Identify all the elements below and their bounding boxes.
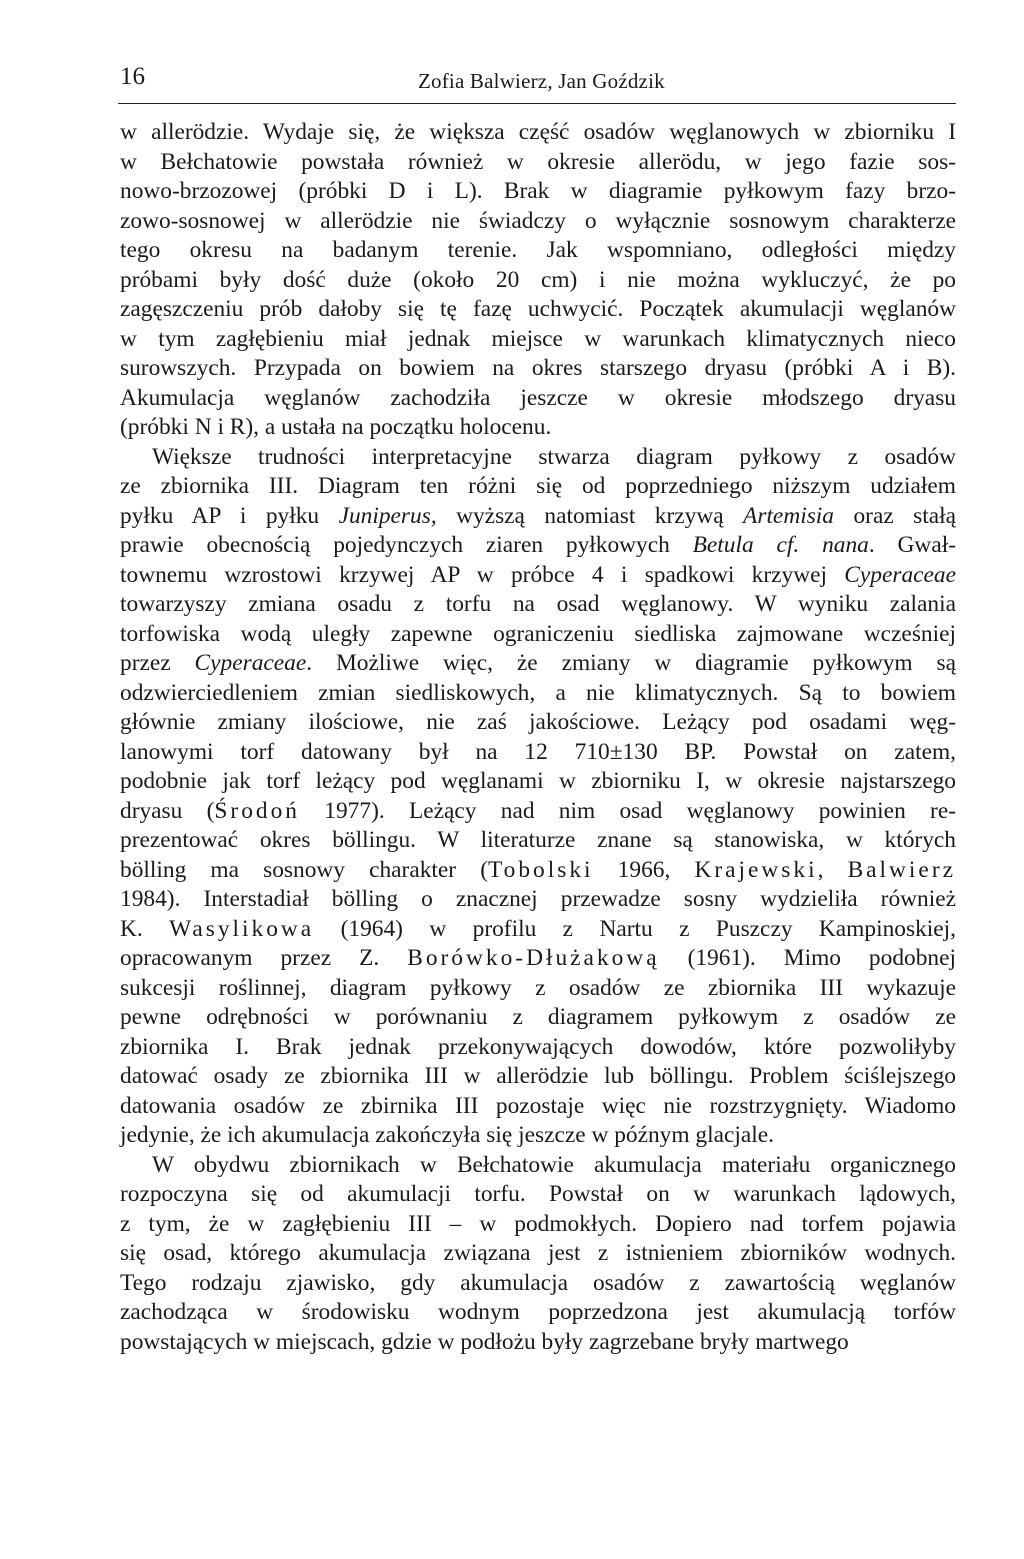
text-line: datować osady ze zbiornika III w allerödzie lub böllingu. Problem ściślejszego xyxy=(120,1063,956,1089)
text-line: Tego rodzaju zjawisko, gdy akumulacja osadów z zawartością węglanów xyxy=(120,1269,956,1296)
text-line: podobnie jak torf leżący pod węglanami w zbiorniku I, w okresie najstarszego xyxy=(120,768,956,794)
page-number: 16 xyxy=(120,63,145,90)
text-line: zowo-sosnowej w allerödzie nie świadczy o wyłącznie sosnowym charakterze xyxy=(120,207,956,234)
paragraph xyxy=(120,1151,956,1358)
text-line: prezentować okres böllingu. W literaturze znane są stanowiska, w których xyxy=(120,827,956,853)
text-line: tego okresu na badanym terenie. Jak wspomniano, odległości między xyxy=(120,237,956,263)
text-line: z tym, że w zagłębieniu III – w podmokłych. Dopiero nad torfem pojawia xyxy=(120,1210,956,1237)
text-line: w tym zagłębieniu miał jednak miejsce w warunkach klimatycznych nieco xyxy=(120,325,956,352)
paragraph xyxy=(120,118,956,443)
text-line: opracowanym przez Z. Borówko-Dłużakową (1961). Mimo podobnej xyxy=(120,945,956,971)
text-line: bölling ma sosnowy charakter (Tobolski 1966, Krajewski, Balwierz xyxy=(120,856,956,883)
text-line: ze zbiornika III. Diagram ten różni się od poprzedniego niższym udziałem xyxy=(120,473,956,499)
text-line: townemu wzrostowi krzywej AP w próbce 4 i spadkowi krzywej Cyperaceae xyxy=(120,561,956,588)
running-head: Zofia Balwierz, Jan Goździk xyxy=(418,69,665,93)
text-line: (próbki N i R), a ustała na początku holocenu. xyxy=(120,414,552,440)
text-line: W obydwu zbiornikach w Bełchatowie akumulacja materiału organicznego xyxy=(152,1151,956,1178)
text-line: przez Cyperaceae. Możliwe więc, że zmiany w diagramie pyłkowym są xyxy=(120,650,956,676)
text-line: powstających w miejscach, gdzie w podłożu były zagrzebane bryły martwego xyxy=(120,1328,849,1355)
text-line: zbiornika I. Brak jednak przekonywających dowodów, które pozwoliłyby xyxy=(120,1033,956,1060)
text-line: pewne odrębności w porównaniu z diagramem pyłkowym z osadów ze xyxy=(120,1004,956,1030)
body-text xyxy=(120,118,956,1357)
text-line: zagęszczeniu prób dałoby się tę fazę uchwycić. Początek akumulacji węglanów xyxy=(120,296,956,322)
text-line: datowania osadów ze zbirnika III pozostaje więc nie rozstrzygnięty. Wiadomo xyxy=(120,1092,956,1119)
text-line: próbami były dość duże (około 20 cm) i nie można wykluczyć, że po xyxy=(120,266,956,293)
text-line: nowo-brzozowej (próbki D i L). Brak w diagramie pyłkowym fazy brzo- xyxy=(120,178,956,204)
text-line: torfowiska wodą uległy zapewne ograniczeniu siedliska zajmowane wcześniej xyxy=(120,620,956,647)
text-line: 1984). Interstadiał bölling o znacznej przewadze sosny wydzieliła również xyxy=(120,886,956,912)
text-line: K. Wasylikowa (1964) w profilu z Nartu z Puszczy Kampinoskiej, xyxy=(120,915,956,942)
text-line: się osad, którego akumulacja związana jest z istnieniem zbiorników wodnych. xyxy=(120,1240,956,1266)
text-line: rozpoczyna się od akumulacji torfu. Powstał on w warunkach lądowych, xyxy=(120,1181,956,1207)
text-line: dryasu (Środoń 1977). Leżący nad nim osad węglanowy powinien re- xyxy=(120,797,956,824)
text-line: głównie zmiany ilościowe, nie zaś jakościowe. Leżący pod osadami węg- xyxy=(120,709,956,735)
header-divider xyxy=(118,103,956,104)
text-line: sukcesji roślinnej, diagram pyłkowy z osadów ze zbiornika III wykazuje xyxy=(120,974,956,1001)
text-line: lanowymi torf datowany był na 12 710±130 BP. Powstał on zatem, xyxy=(120,738,956,765)
text-line: Akumulacja węglanów zachodziła jeszcze w okresie młodszego dryasu xyxy=(120,384,956,411)
text-line: pyłku AP i pyłku Juniperus, wyższą natomiast krzywą Artemisia oraz stałą xyxy=(120,502,957,529)
text-line: Większe trudności interpretacyjne stwarza diagram pyłkowy z osadów xyxy=(152,443,956,470)
text-line: zachodząca w środowisku wodnym poprzedzona jest akumulacją torfów xyxy=(120,1299,956,1325)
text-line: towarzyszy zmiana osadu z torfu na osad węglanowy. W wyniku zalania xyxy=(120,591,956,617)
text-line: jedynie, że ich akumulacja zakończyła się jeszcze w późnym glacjale. xyxy=(120,1122,774,1148)
text-line: odzwierciedleniem zmian siedliskowych, a nie klimatycznych. Są to bowiem xyxy=(120,679,956,706)
text-line: w Bełchatowie powstała również w okresie allerödu, w jego fazie sos- xyxy=(120,148,956,175)
text-line: w allerödzie. Wydaje się, że większa część osadów węglanowych w zbiorniku I xyxy=(120,119,956,145)
page-header xyxy=(120,62,956,102)
paragraph xyxy=(120,443,956,1151)
text-line: prawie obecnością pojedynczych ziaren pyłkowych Betula cf. nana. Gwał- xyxy=(120,532,956,558)
text-line: surowszych. Przypada on bowiem na okres starszego dryasu (próbki A i B). xyxy=(120,355,956,381)
